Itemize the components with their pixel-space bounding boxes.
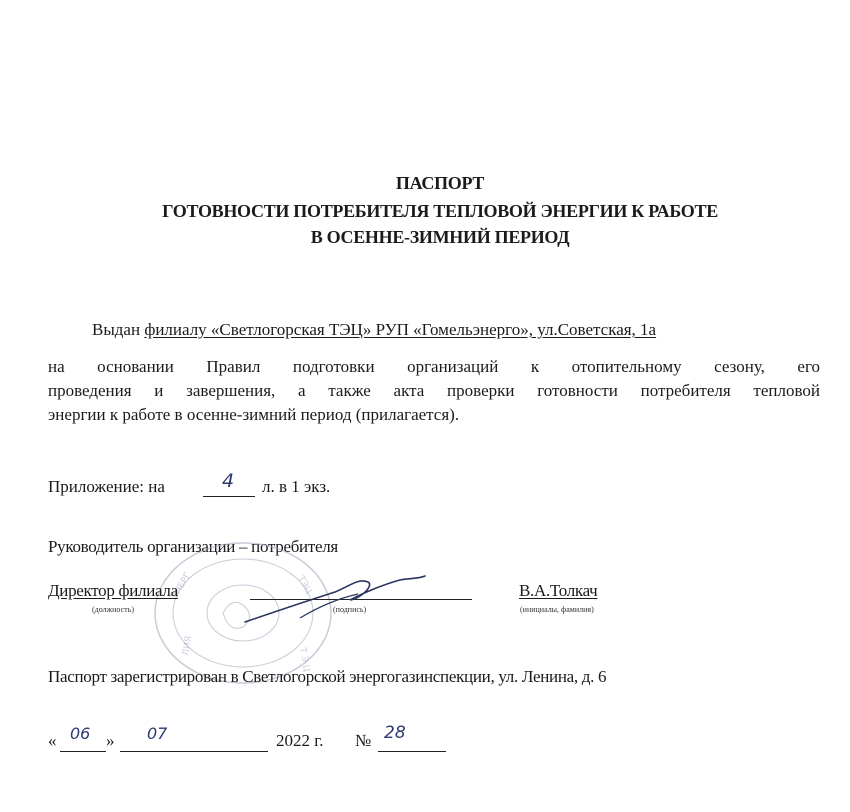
position-caption: (должность) xyxy=(92,605,134,614)
basis-line-2: проведения и завершения, а также акта проверки готовности потребителя тепловой xyxy=(48,381,820,400)
registration-number: 28 xyxy=(384,723,406,743)
date-open-quote: « xyxy=(48,731,57,750)
document-subtitle-period: В ОСЕННЕ-ЗИМНИЙ ПЕРИОД xyxy=(310,227,570,247)
issued-prefix: Выдан xyxy=(92,320,145,339)
issued-line xyxy=(92,320,656,340)
issued-recipient: филиалу «Светлогорская ТЭЦ» РУП «Гомельэнерго», ул.Советская, 1а xyxy=(144,320,657,339)
svg-text:Т Э Ц: Т Э Ц xyxy=(297,646,312,673)
svg-text:ЭНЕРГ: ЭНЕРГ xyxy=(169,570,194,602)
date-year: 2022 г. xyxy=(276,731,324,750)
svg-text:ЛИЯ: ЛИЯ xyxy=(181,635,195,657)
registration-text: Паспорт зарегистрирован в Светлогорской энергогазинспекции, ул. Ленина, д. 6 xyxy=(48,667,607,686)
appendix-suffix: л. в 1 экз. xyxy=(262,477,331,496)
signature-caption: (подпись) xyxy=(333,605,367,614)
director-position: Директор филиала xyxy=(48,581,178,600)
date-month-underline xyxy=(120,751,268,752)
registration-number-underline xyxy=(378,751,446,752)
document-subtitle: ГОТОВНОСТИ ПОТРЕБИТЕЛЯ ТЕПЛОВОЙ ЭНЕРГИИ К РАБОТЕ xyxy=(162,201,718,221)
appendix-line xyxy=(48,477,165,497)
date-day: 06 xyxy=(70,724,91,743)
basis-line-3: энергии к работе в осенне-зимний период (прилагается). xyxy=(48,405,460,424)
appendix-sheets-underline xyxy=(203,496,255,497)
svg-text:ТЭЦ: ТЭЦ xyxy=(295,574,314,596)
head-organization-label: Руководитель организации – потребителя xyxy=(48,537,338,556)
date-close-quote: » xyxy=(106,731,115,750)
document-title: ПАСПОРТ xyxy=(395,173,485,193)
handwritten-signature xyxy=(240,570,430,630)
registration-number-sign: № xyxy=(355,731,372,750)
basis-line-1: на основании Правил подготовки организаций к отопительному сезону, его xyxy=(48,357,820,376)
date-month: 07 xyxy=(147,724,168,743)
date-day-underline xyxy=(60,751,106,752)
name-caption: (инициалы, фамилия) xyxy=(520,605,594,614)
appendix-sheets: 4 xyxy=(222,470,235,492)
appendix-prefix: Приложение: на xyxy=(48,477,165,496)
director-name: В.А.Толкач xyxy=(519,581,598,600)
